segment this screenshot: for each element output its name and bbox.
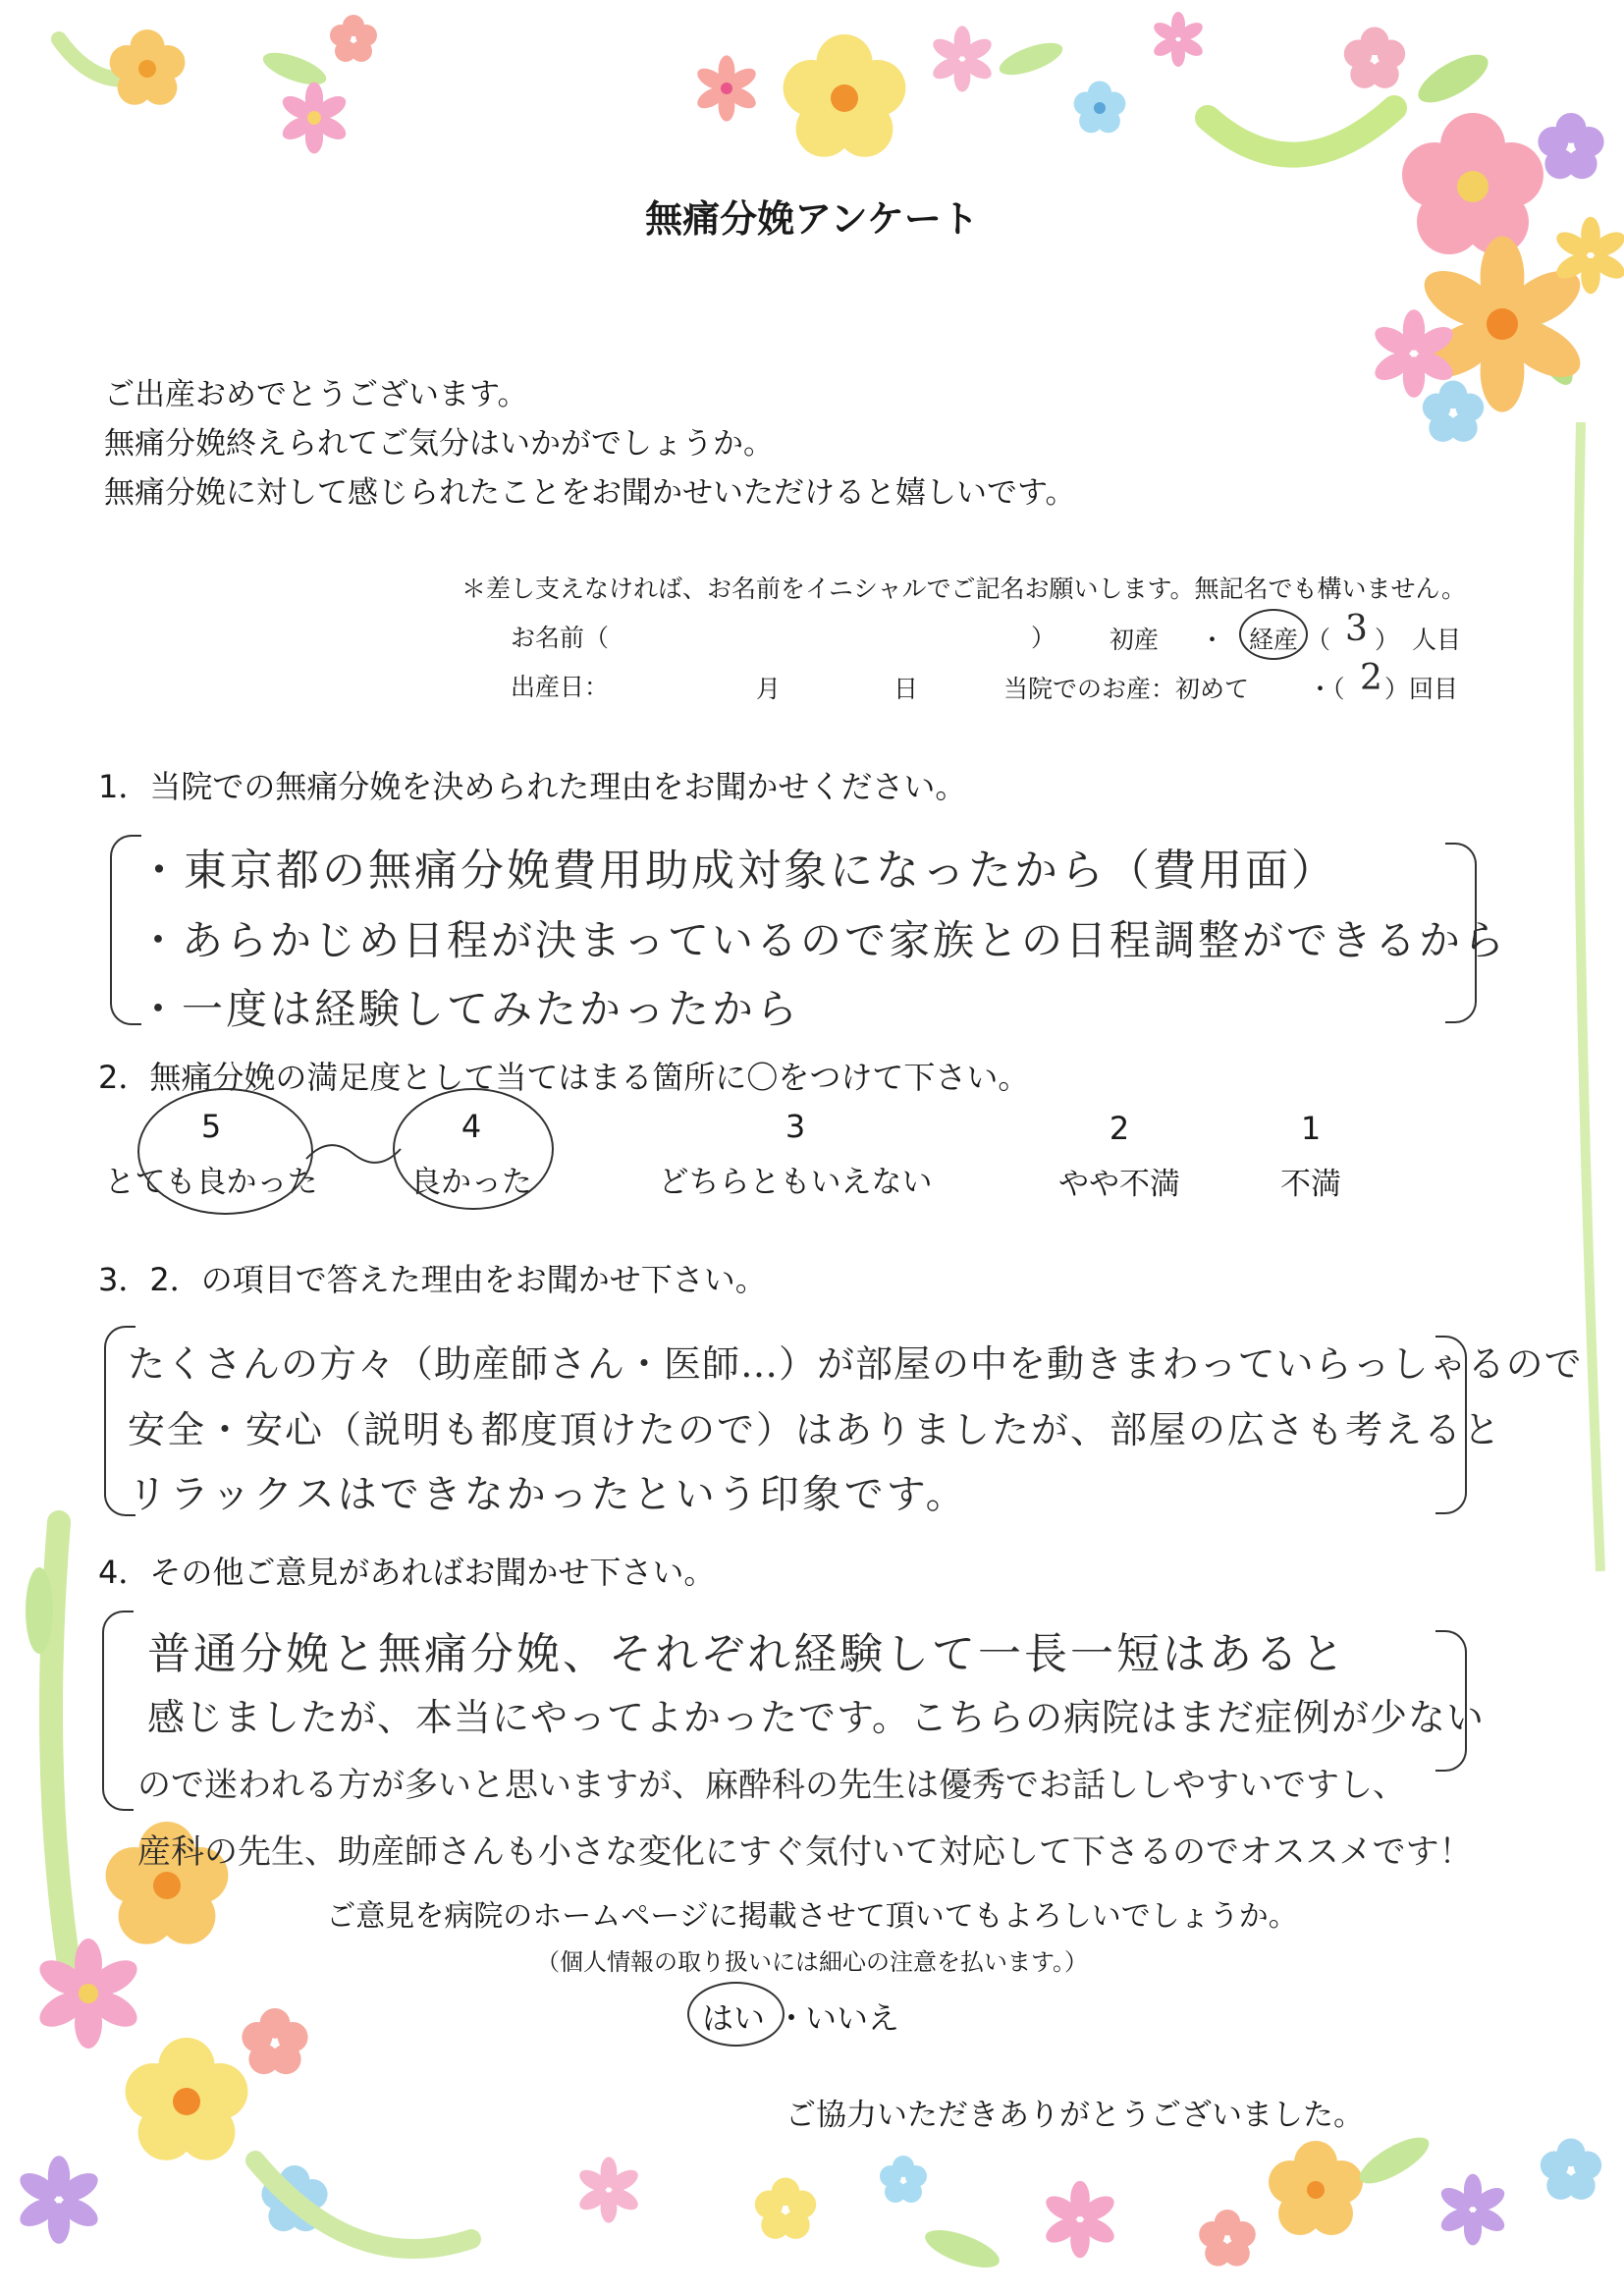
answer-3-line-1: たくさんの方々（助産師さん・医師…）が部屋の中を動きまわっていらっしゃるので (128, 1342, 1583, 1386)
scale-4-circle-mark (393, 1088, 554, 1210)
answer-1-line-1: ・東京都の無痛分娩費用助成対象になったから（費用面） (137, 846, 1337, 896)
consent-yes-circle-mark (687, 1982, 785, 2047)
birth-date-day: 日 (893, 675, 919, 703)
hospital-birth-dot: ・（ (1308, 675, 1345, 703)
birth-date-month: 月 (756, 675, 782, 703)
answer-4-left-bracket (102, 1611, 134, 1811)
consent-separator: ・ (776, 1999, 808, 2037)
question-2-label: 2．無痛分娩の満足度として当てはまる箇所に〇をつけて下さい。 (98, 1059, 1030, 1096)
separator-dot: ・ (1200, 626, 1225, 654)
birth-count-unit: 人目 (1412, 626, 1462, 654)
survey-title: 無痛分娩アンケート (645, 197, 979, 241)
question-4-label: 4．その他ご意見があればお聞かせ下さい。 (98, 1554, 716, 1591)
answer-1-line-2: ・あらかじめ日程が決まっているので家族との日程調整ができるから (137, 916, 1508, 964)
first-birth-option: 初産 (1110, 626, 1160, 654)
scale-4-number: 4 (460, 1108, 482, 1145)
scale-3-label: どちらともいえない (658, 1165, 933, 1200)
name-label: お名前（ (511, 624, 610, 652)
question-1-label: 1．当院での無痛分娩を決められた理由をお聞かせください。 (98, 768, 967, 805)
scale-1-label: 不満 (1280, 1167, 1341, 1202)
consent-question: ご意見を病院のホームページに掲載させて頂いてもよろしいでしょうか。 (326, 1899, 1298, 1934)
scale-5-number: 5 (200, 1108, 222, 1145)
birth-count-value: 3 (1345, 609, 1371, 649)
scale-2-number: 2 (1109, 1110, 1130, 1147)
question-3-label: 3．2．の項目で答えた理由をお聞かせ下さい。 (98, 1261, 767, 1298)
scale-1-number: 1 (1300, 1110, 1322, 1147)
scale-3-number: 3 (785, 1108, 806, 1145)
birth-paren-close: ） (1375, 626, 1400, 654)
birth-date-label: 出産日： (511, 673, 610, 701)
hospital-birth-label: 当院でのお産：初めて (1003, 675, 1250, 703)
scale-5-circle-mark (137, 1088, 313, 1215)
answer-1-line-3: ・一度は経験してみたかったから (137, 985, 801, 1033)
circle-connector-stroke (304, 1129, 403, 1169)
answer-4-line-3: ので迷われる方が多いと思いますが、麻酔科の先生は優秀でお話ししやすいですし、 (137, 1766, 1406, 1805)
answer-4-line-4: 産科の先生、助産師さんも小さな変化にすぐ気付いて対応して下さるのでオススメです！ (137, 1832, 1473, 1872)
answer-4-line-1: 普通分娩と無痛分娩、それぞれ経験して一長一短はあると (147, 1629, 1347, 1679)
birth-paren-open: （ (1306, 626, 1331, 654)
consent-no-option: いいえ (805, 1999, 900, 2037)
answer-3-line-3: リラックスはできなかったという印象です。 (128, 1472, 968, 1517)
thanks-message: ご協力いただきありがとうございました。 (785, 2098, 1364, 2133)
multi-birth-option: 経産 (1249, 626, 1299, 654)
hospital-birth-unit: ）回目 (1384, 675, 1459, 703)
name-note: ＊差し支えなければ、お名前をイニシャルでご記名お願いします。無記名でも構いません。 (461, 574, 1467, 603)
multi-birth-circle-mark (1239, 609, 1308, 660)
scale-4-label: 良かった (410, 1165, 532, 1200)
consent-note: （個人情報の取り扱いには細心の注意を払います。） (535, 1948, 1089, 1976)
intro-line-1: ご出産おめでとうございます。 (104, 377, 528, 412)
scale-5-label: とても良かった (104, 1165, 318, 1200)
intro-line-3: 無痛分娩に対して感じられたことをお聞かせいただけると嬉しいです。 (104, 475, 1076, 511)
name-close-paren: ） (1031, 624, 1056, 652)
answer-3-line-2: 安全・安心（説明も都度頂けたので）はありましたが、部屋の広さも考えると (128, 1408, 1503, 1451)
hospital-birth-count-value: 2 (1360, 658, 1385, 698)
intro-line-2: 無痛分娩終えられてご気分はいかがでしょうか。 (104, 426, 774, 462)
consent-yes-option: はい (702, 1999, 766, 2037)
answer-4-line-2: 感じましたが、本当にやってよかったです。こちらの病院はまだ症例が少ない (147, 1696, 1485, 1739)
scale-2-label: やや不満 (1058, 1167, 1180, 1202)
